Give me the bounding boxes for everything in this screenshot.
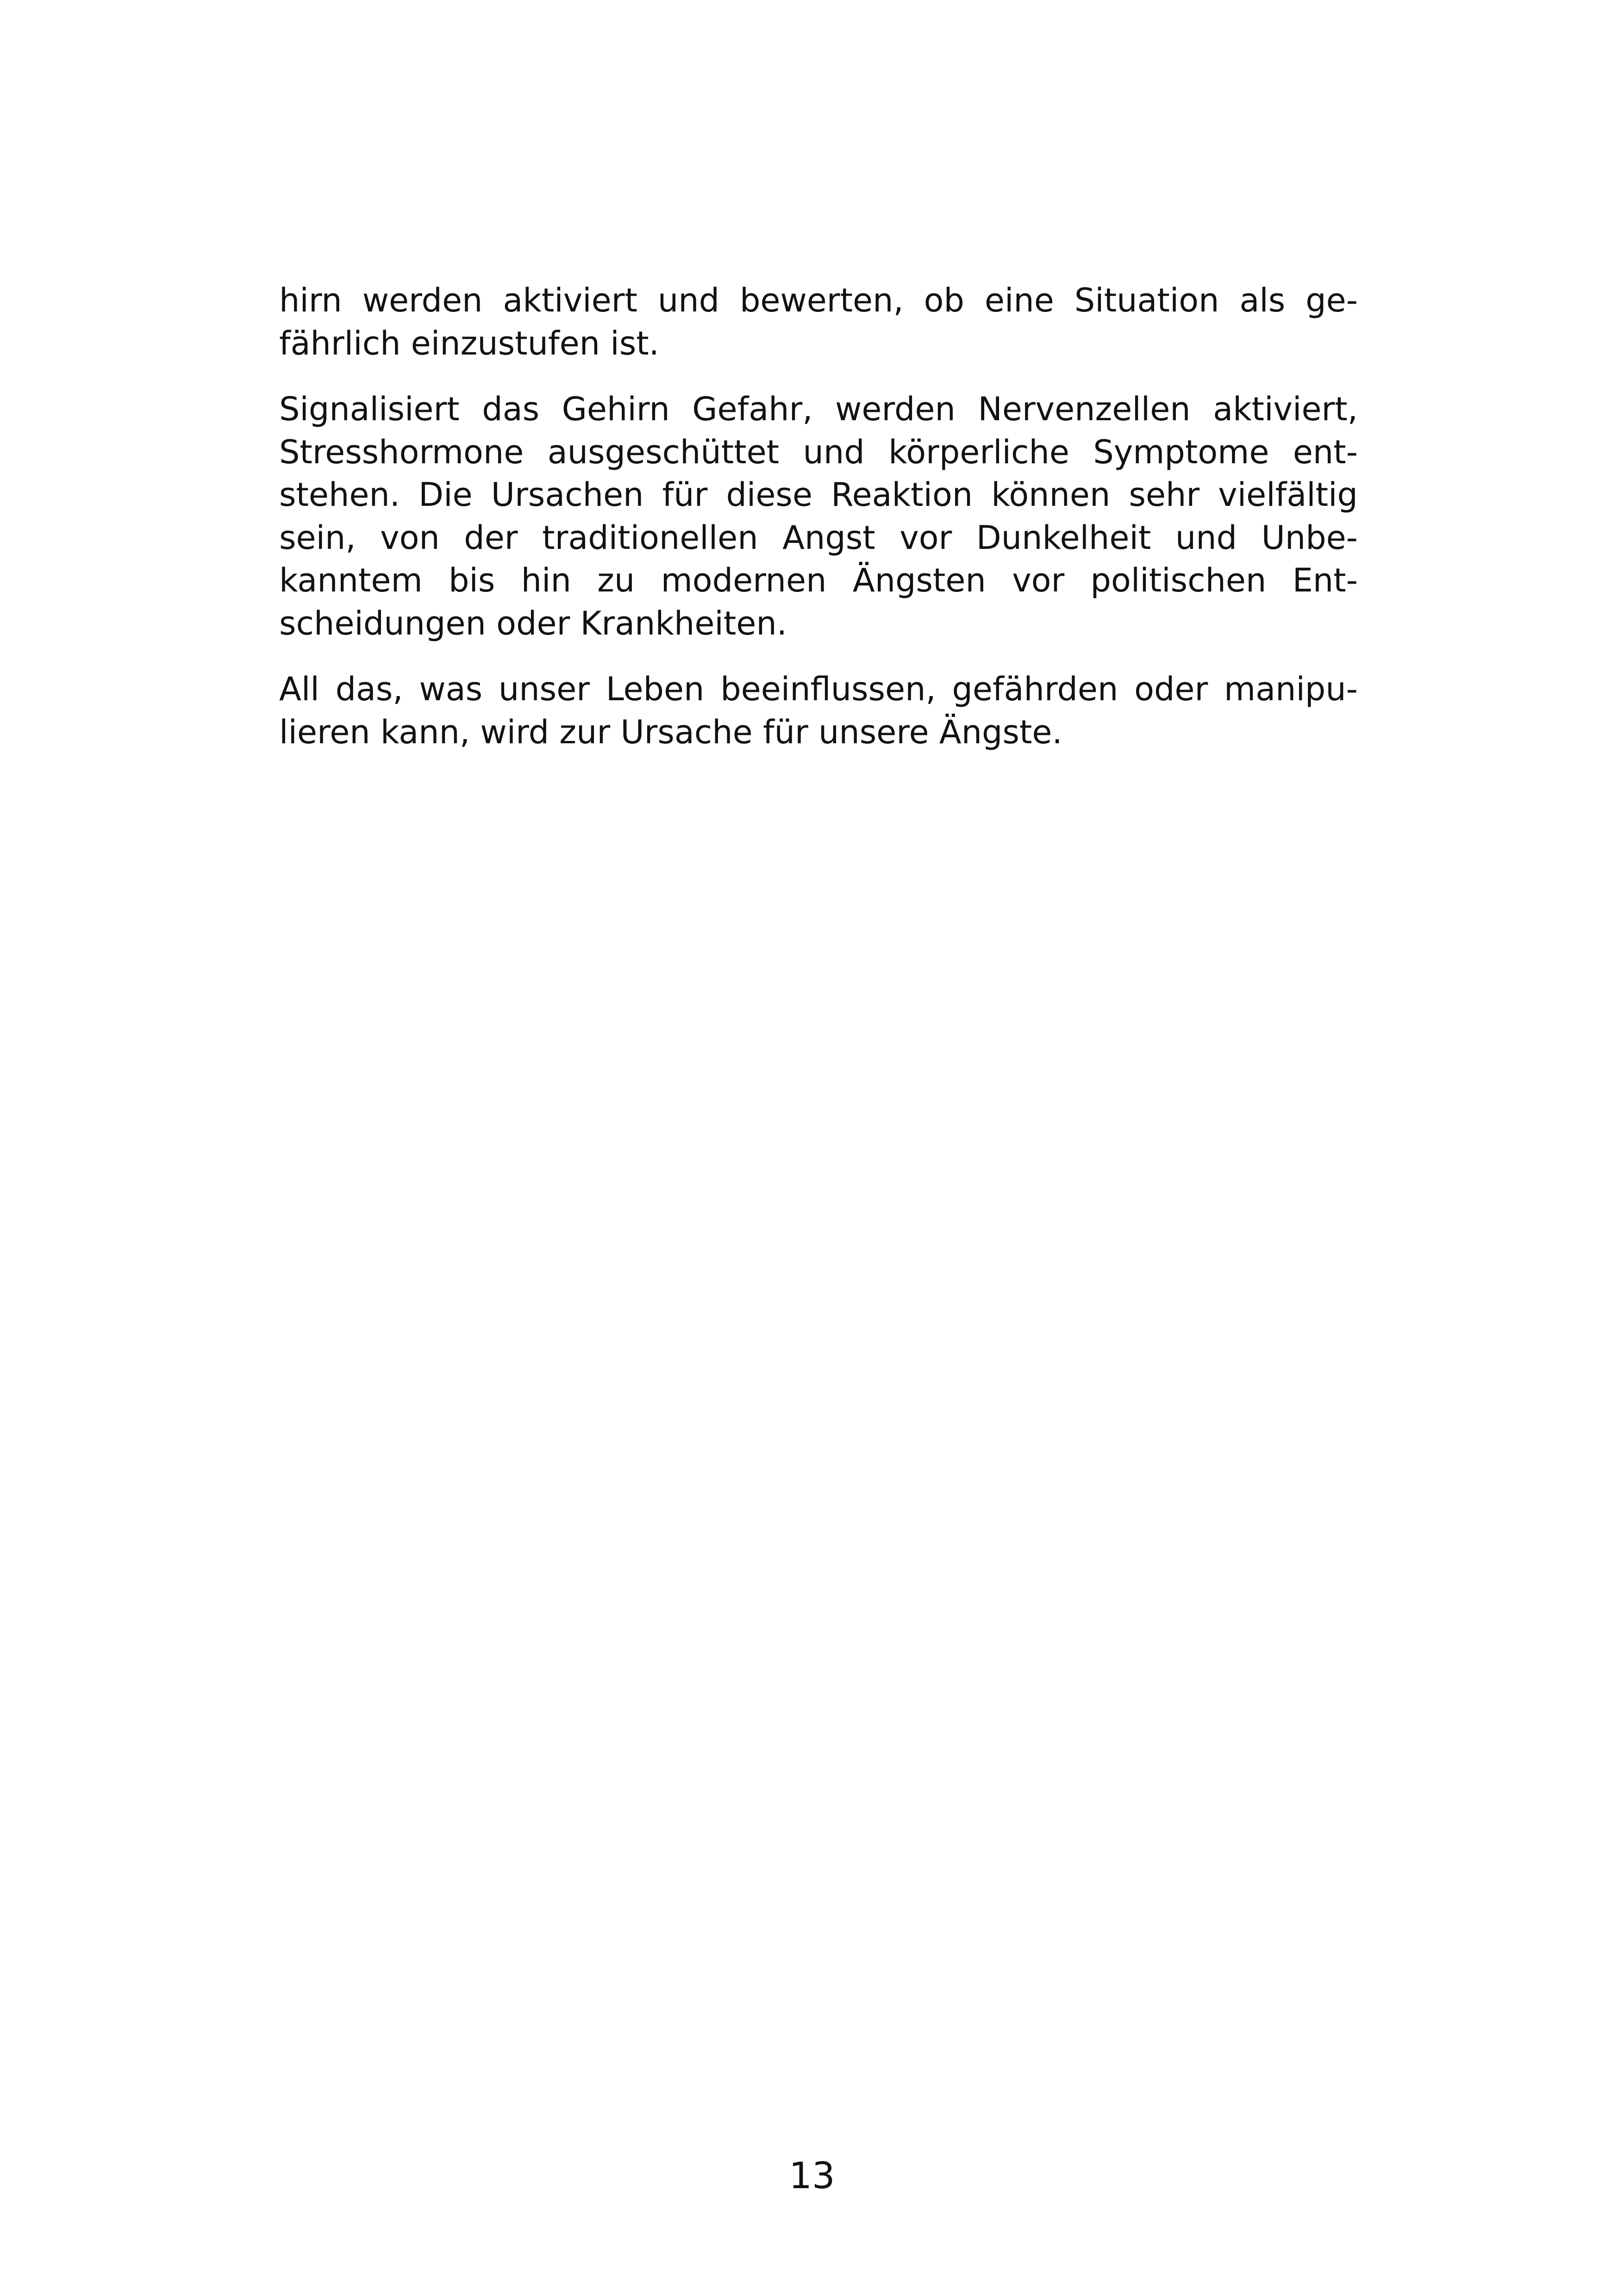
text-line: sein, von der traditionellen Angst vor Dunkelheit und Unbe- xyxy=(279,518,1358,557)
paragraph-3 xyxy=(279,668,1358,753)
text-line: hirn werden aktiviert und bewerten, ob eine Situation als ge- xyxy=(279,281,1358,319)
page-number: 13 xyxy=(789,2155,835,2197)
text-line: scheidungen oder Krankheiten. xyxy=(279,604,787,642)
body-text xyxy=(279,279,1358,753)
text-line: lieren kann, wird zur Ursache für unsere Ängste. xyxy=(279,713,1062,751)
text-line: fährlich einzustufen ist. xyxy=(279,324,659,362)
paragraph-1 xyxy=(279,279,1358,365)
text-line: All das, was unser Leben beeinflussen, gefährden oder manipu- xyxy=(279,670,1358,708)
paragraph-2 xyxy=(279,388,1358,645)
text-line: stehen. Die Ursachen für diese Reaktion können sehr vielfältig xyxy=(279,476,1358,514)
text-line: Stresshormone ausgeschüttet und körperliche Symptome ent- xyxy=(279,433,1358,471)
text-line: kanntem bis hin zu modernen Ängsten vor politischen Ent- xyxy=(279,561,1358,599)
text-line: Signalisiert das Gehirn Gefahr, werden Nervenzellen aktiviert, xyxy=(279,390,1358,428)
